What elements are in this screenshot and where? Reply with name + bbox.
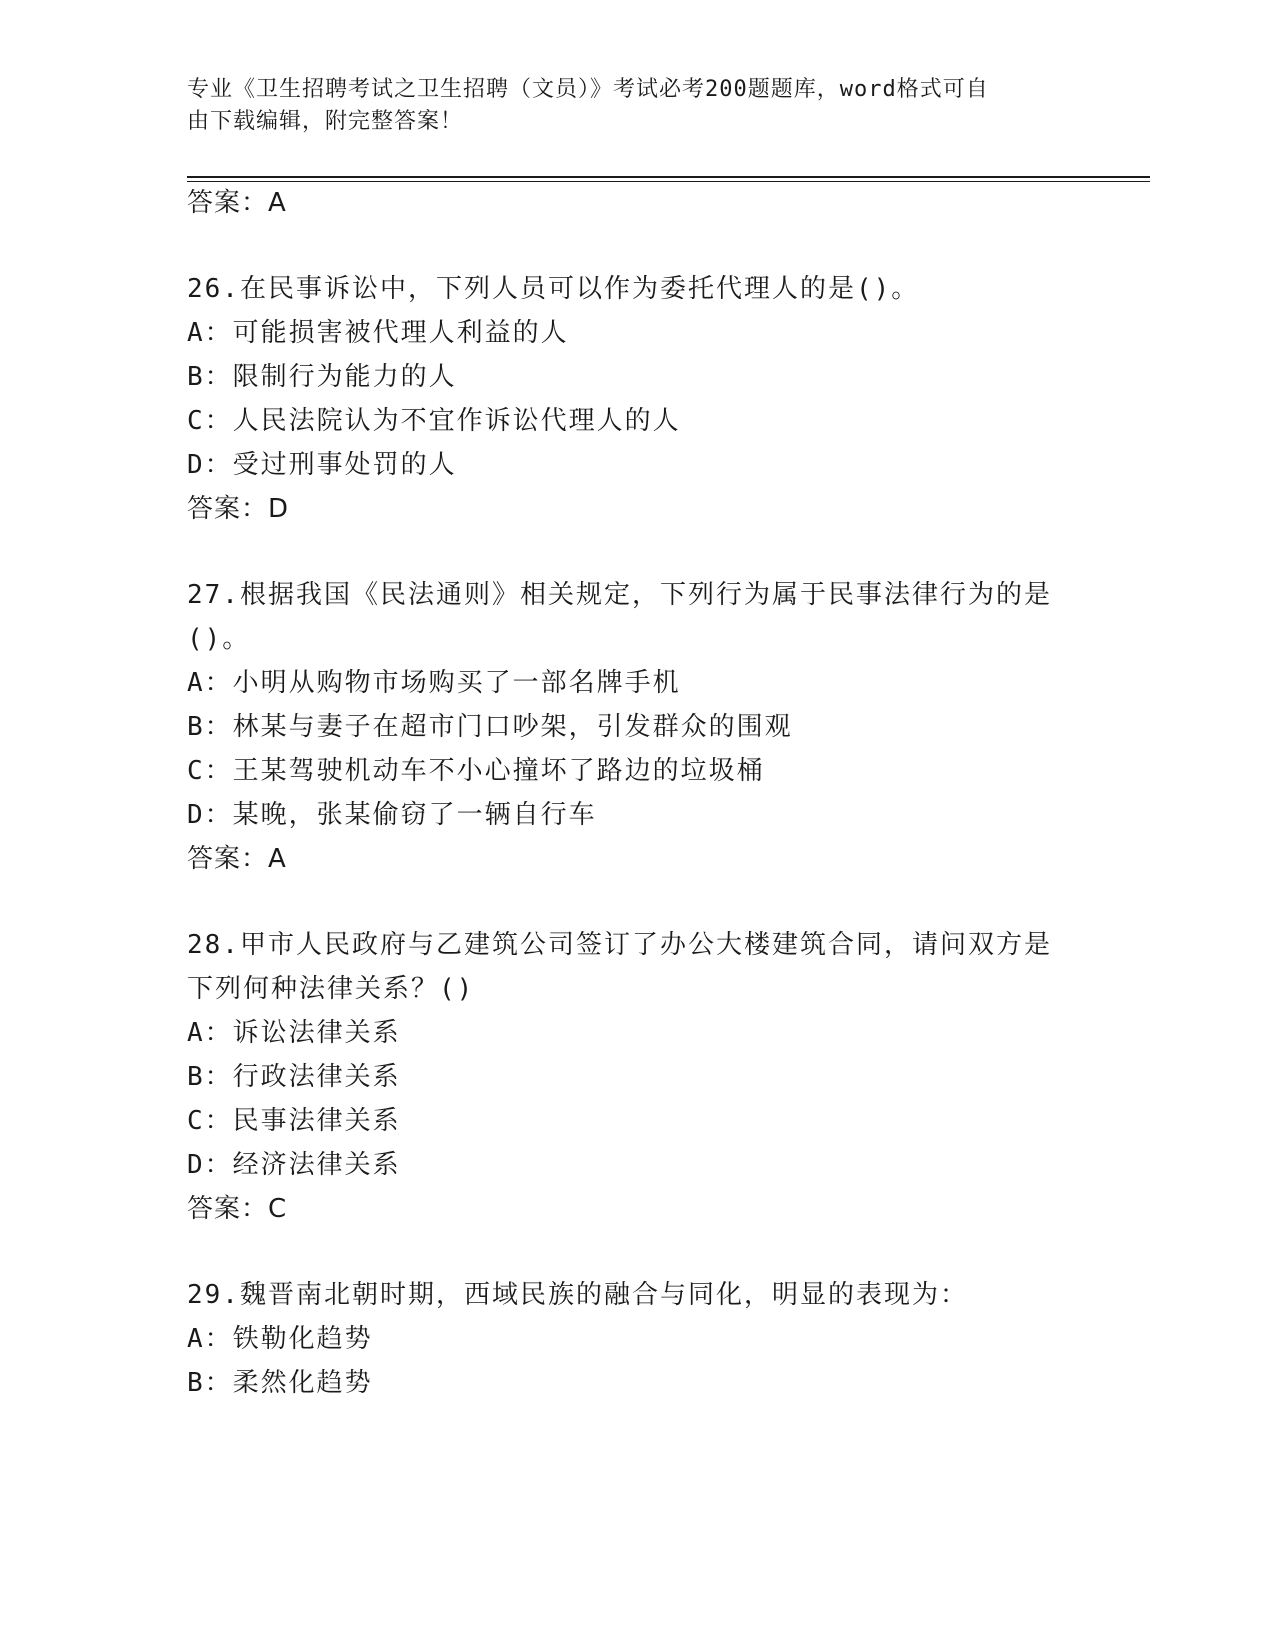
question-28-option-d: D：经济法律关系	[187, 1150, 401, 1180]
header-divider-thick	[187, 176, 1150, 178]
question-28-answer: 答案：C	[187, 1194, 288, 1224]
question-27-text-line-2: ()。	[187, 624, 251, 654]
question-26-answer: 答案：D	[187, 494, 290, 524]
question-27-text-line-1: 27.根据我国《民法通则》相关规定，下列行为属于民事法律行为的是	[187, 580, 1052, 610]
question-26-option-d: D：受过刑事处罚的人	[187, 450, 457, 480]
question-28-option-b: B：行政法律关系	[187, 1062, 401, 1092]
previous-answer: 答案：A	[187, 188, 287, 218]
question-28-option-a: A：诉讼法律关系	[187, 1018, 401, 1048]
question-28-text-line-2: 下列何种法律关系？()	[187, 974, 475, 1004]
question-29-text: 29.魏晋南北朝时期，西域民族的融合与同化，明显的表现为：	[187, 1280, 968, 1310]
question-29-option-b: B：柔然化趋势	[187, 1368, 373, 1398]
question-27-option-b: B：林某与妻子在超市门口吵架，引发群众的围观	[187, 712, 793, 742]
question-27-answer: 答案：A	[187, 844, 287, 874]
question-26-option-b: B：限制行为能力的人	[187, 362, 457, 392]
header-line-2: 由下载编辑，附完整答案！	[187, 109, 464, 134]
question-28-option-c: C：民事法律关系	[187, 1106, 401, 1136]
question-26-option-a: A：可能损害被代理人利益的人	[187, 318, 569, 348]
question-26-text: 26.在民事诉讼中，下列人员可以作为委托代理人的是()。	[187, 274, 920, 304]
question-29-option-a: A：铁勒化趋势	[187, 1324, 373, 1354]
question-27-option-d: D：某晚，张某偷窃了一辆自行车	[187, 800, 597, 830]
question-26-option-c: C：人民法院认为不宜作诉讼代理人的人	[187, 406, 681, 436]
question-28-text-line-1: 28.甲市人民政府与乙建筑公司签订了办公大楼建筑合同，请问双方是	[187, 930, 1052, 960]
question-27-option-a: A：小明从购物市场购买了一部名牌手机	[187, 668, 681, 698]
question-27-option-c: C：王某驾驶机动车不小心撞坏了路边的垃圾桶	[187, 756, 765, 786]
header-divider-thin	[187, 181, 1150, 182]
header-line-1: 专业《卫生招聘考试之卫生招聘（文员）》考试必考200题题库，word格式可自	[187, 77, 989, 102]
document-header	[187, 74, 1067, 138]
